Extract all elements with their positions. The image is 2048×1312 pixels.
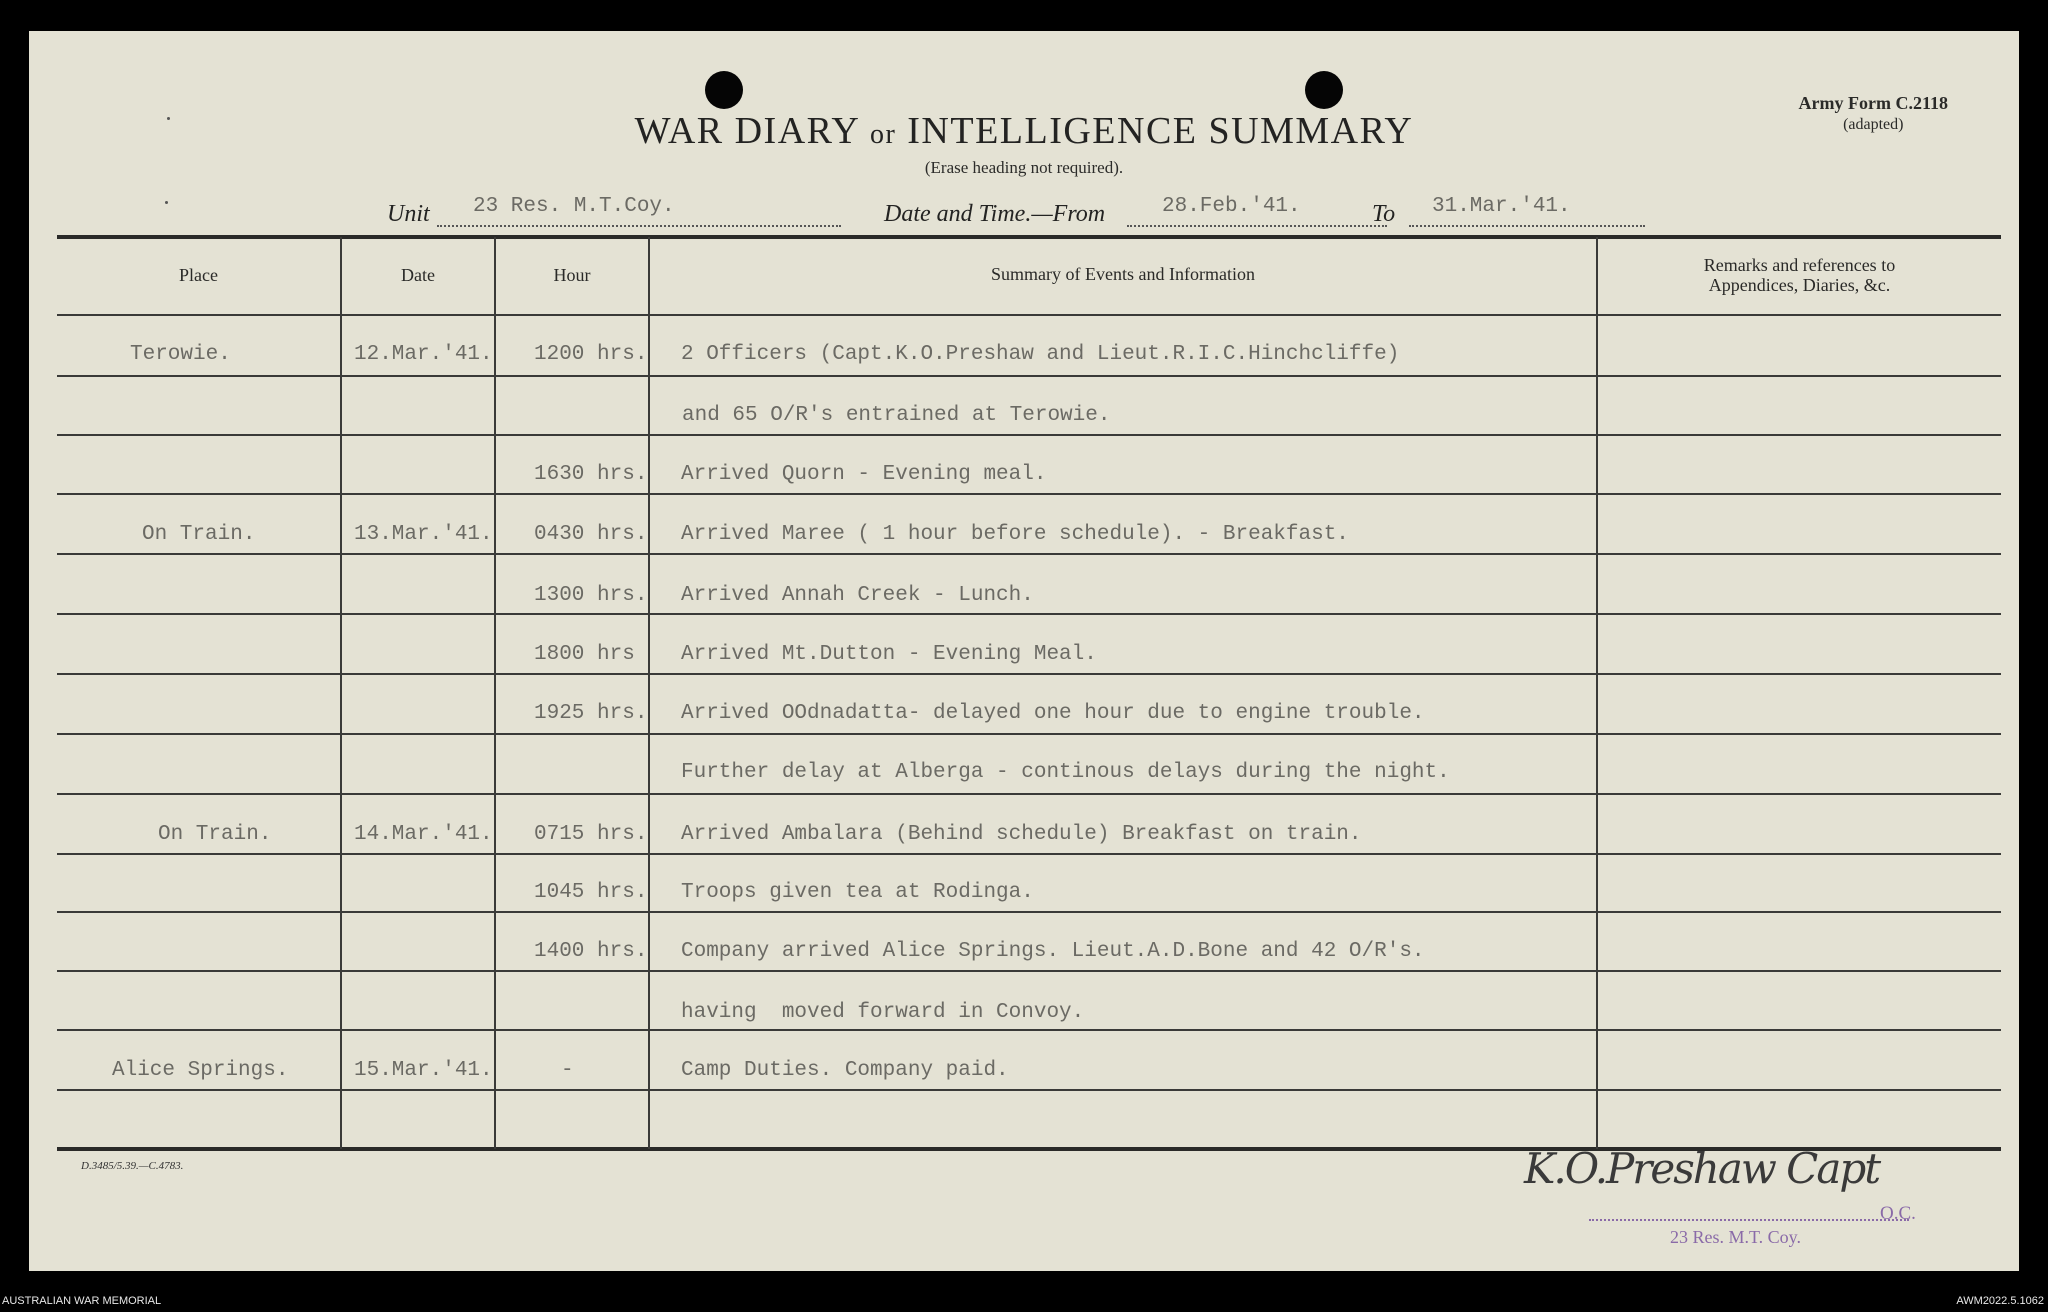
row-rule (57, 793, 2001, 795)
army-form-number (1799, 93, 1948, 135)
entry-date: 12.Mar.'41. (354, 343, 493, 366)
entry-summary: 2 Officers (Capt.K.O.Preshaw and Lieut.R.I.C.Hinchcliffe) (681, 343, 1400, 366)
row-rule (57, 613, 2001, 615)
row-rule (57, 1089, 2001, 1091)
divider-date-hour (494, 237, 496, 1149)
form-subtitle: (Erase heading not required). (924, 158, 1124, 177)
title-main: WAR DIARY (634, 110, 859, 152)
entry-hour: 0430 hrs. (534, 523, 648, 546)
entry-summary: Arrived Annah Creek - Lunch. (681, 584, 1034, 607)
entry-summary: Further delay at Alberga - continous delays during the night. (681, 761, 1450, 784)
date-from-dotline (1127, 225, 1387, 227)
oc-stamp: O.C. (1880, 1203, 1916, 1224)
row-rule (57, 1029, 2001, 1031)
entry-summary: Arrived OOdnadatta- delayed one hour due to engine trouble. (681, 702, 1425, 725)
column-header-place: Place (179, 265, 218, 285)
divider-place-date (340, 237, 342, 1149)
row-rule (57, 553, 2001, 555)
army-form-adapted: (adapted) (1843, 116, 1904, 133)
row-rule (57, 673, 2001, 675)
unit-stamp: 23 Res. M.T. Coy. (1670, 1227, 1802, 1247)
row-rule (57, 853, 2001, 855)
handwritten-signature: K.O.Preshaw Capt (1524, 1144, 1880, 1193)
entry-summary: Troops given tea at Rodinga. (681, 881, 1034, 904)
entry-summary: Arrived Quorn - Evening meal. (681, 463, 1047, 486)
punch-hole-left (705, 71, 743, 109)
date-to-dotline (1409, 225, 1645, 227)
remarks-header-line2: Appendices, Diaries, &c. (1708, 275, 1891, 295)
entry-summary: Camp Duties. Company paid. (681, 1059, 1009, 1082)
form-print-code: D.3485/5.39.—C.4783. (81, 1160, 184, 1172)
date-from-value: 28.Feb.'41. (1162, 195, 1301, 218)
entry-hour: 0715 hrs. (534, 823, 648, 846)
war-diary-page (29, 31, 2019, 1271)
entry-date: 13.Mar.'41. (354, 523, 493, 546)
date-from-label: Date and Time.—From (884, 201, 1106, 227)
entry-hour: 1630 hrs. (534, 463, 648, 486)
entry-summary: and 65 O/R's entrained at Terowie. (682, 404, 1111, 427)
entry-hour: 1300 hrs. (534, 584, 648, 607)
row-rule (57, 733, 2001, 735)
punch-hole-right (1305, 71, 1343, 109)
unit-dotline (437, 225, 841, 227)
paper-speck (165, 201, 168, 204)
column-header-remarks (1598, 255, 2001, 295)
entry-summary: Arrived Mt.Dutton - Evening Meal. (681, 643, 1097, 666)
entry-summary: Arrived Maree ( 1 hour before schedule). - Breakfast. (681, 523, 1349, 546)
entry-hour: - (561, 1059, 574, 1082)
entry-hour: 1400 hrs. (534, 940, 648, 963)
column-header-date: Date (401, 265, 435, 285)
row-rule (57, 970, 2001, 972)
column-header-hour: Hour (553, 265, 591, 285)
column-header-rule (57, 314, 2001, 316)
date-to-value: 31.Mar.'41. (1432, 195, 1571, 218)
entry-summary: having moved forward in Convoy. (681, 1001, 1085, 1024)
signature-dotline (1589, 1219, 1909, 1221)
entry-hour: 1800 hrs (534, 643, 635, 666)
table-top-rule (57, 235, 2001, 239)
row-rule (57, 375, 2001, 377)
entry-date: 14.Mar.'41. (354, 823, 493, 846)
column-header-summary: Summary of Events and Information (991, 264, 1255, 284)
entry-hour: 1200 hrs. (534, 343, 648, 366)
entry-date: 15.Mar.'41. (354, 1059, 493, 1082)
unit-label: Unit (387, 201, 430, 227)
archive-reference: AWM2022.5.1062 (1956, 1295, 2044, 1307)
title-or: or (869, 119, 897, 150)
remarks-header-line1: Remarks and references to (1703, 255, 1896, 275)
divider-summary-remarks (1596, 237, 1598, 1149)
divider-hour-summary (648, 237, 650, 1149)
entry-place: On Train. (142, 523, 256, 546)
entry-place: On Train. (158, 823, 272, 846)
entry-hour: 1045 hrs. (534, 881, 648, 904)
army-form-label: Army Form C.2118 (1798, 93, 1948, 113)
row-rule (57, 911, 2001, 913)
archive-name: AUSTRALIAN WAR MEMORIAL (2, 1295, 162, 1307)
entry-summary: Arrived Ambalara (Behind schedule) Breakfast on train. (681, 823, 1362, 846)
title-rest: INTELLIGENCE SUMMARY (907, 110, 1414, 152)
entry-place: Terowie. (130, 343, 231, 366)
form-title (29, 109, 2019, 153)
row-rule (57, 434, 2001, 436)
entry-place: Alice Springs. (112, 1059, 289, 1082)
row-rule (57, 493, 2001, 495)
date-to-label: To (1372, 201, 1396, 227)
entry-hour: 1925 hrs. (534, 702, 648, 725)
entry-summary: Company arrived Alice Springs. Lieut.A.D.Bone and 42 O/R's. (681, 940, 1425, 963)
unit-value: 23 Res. M.T.Coy. (473, 195, 675, 218)
